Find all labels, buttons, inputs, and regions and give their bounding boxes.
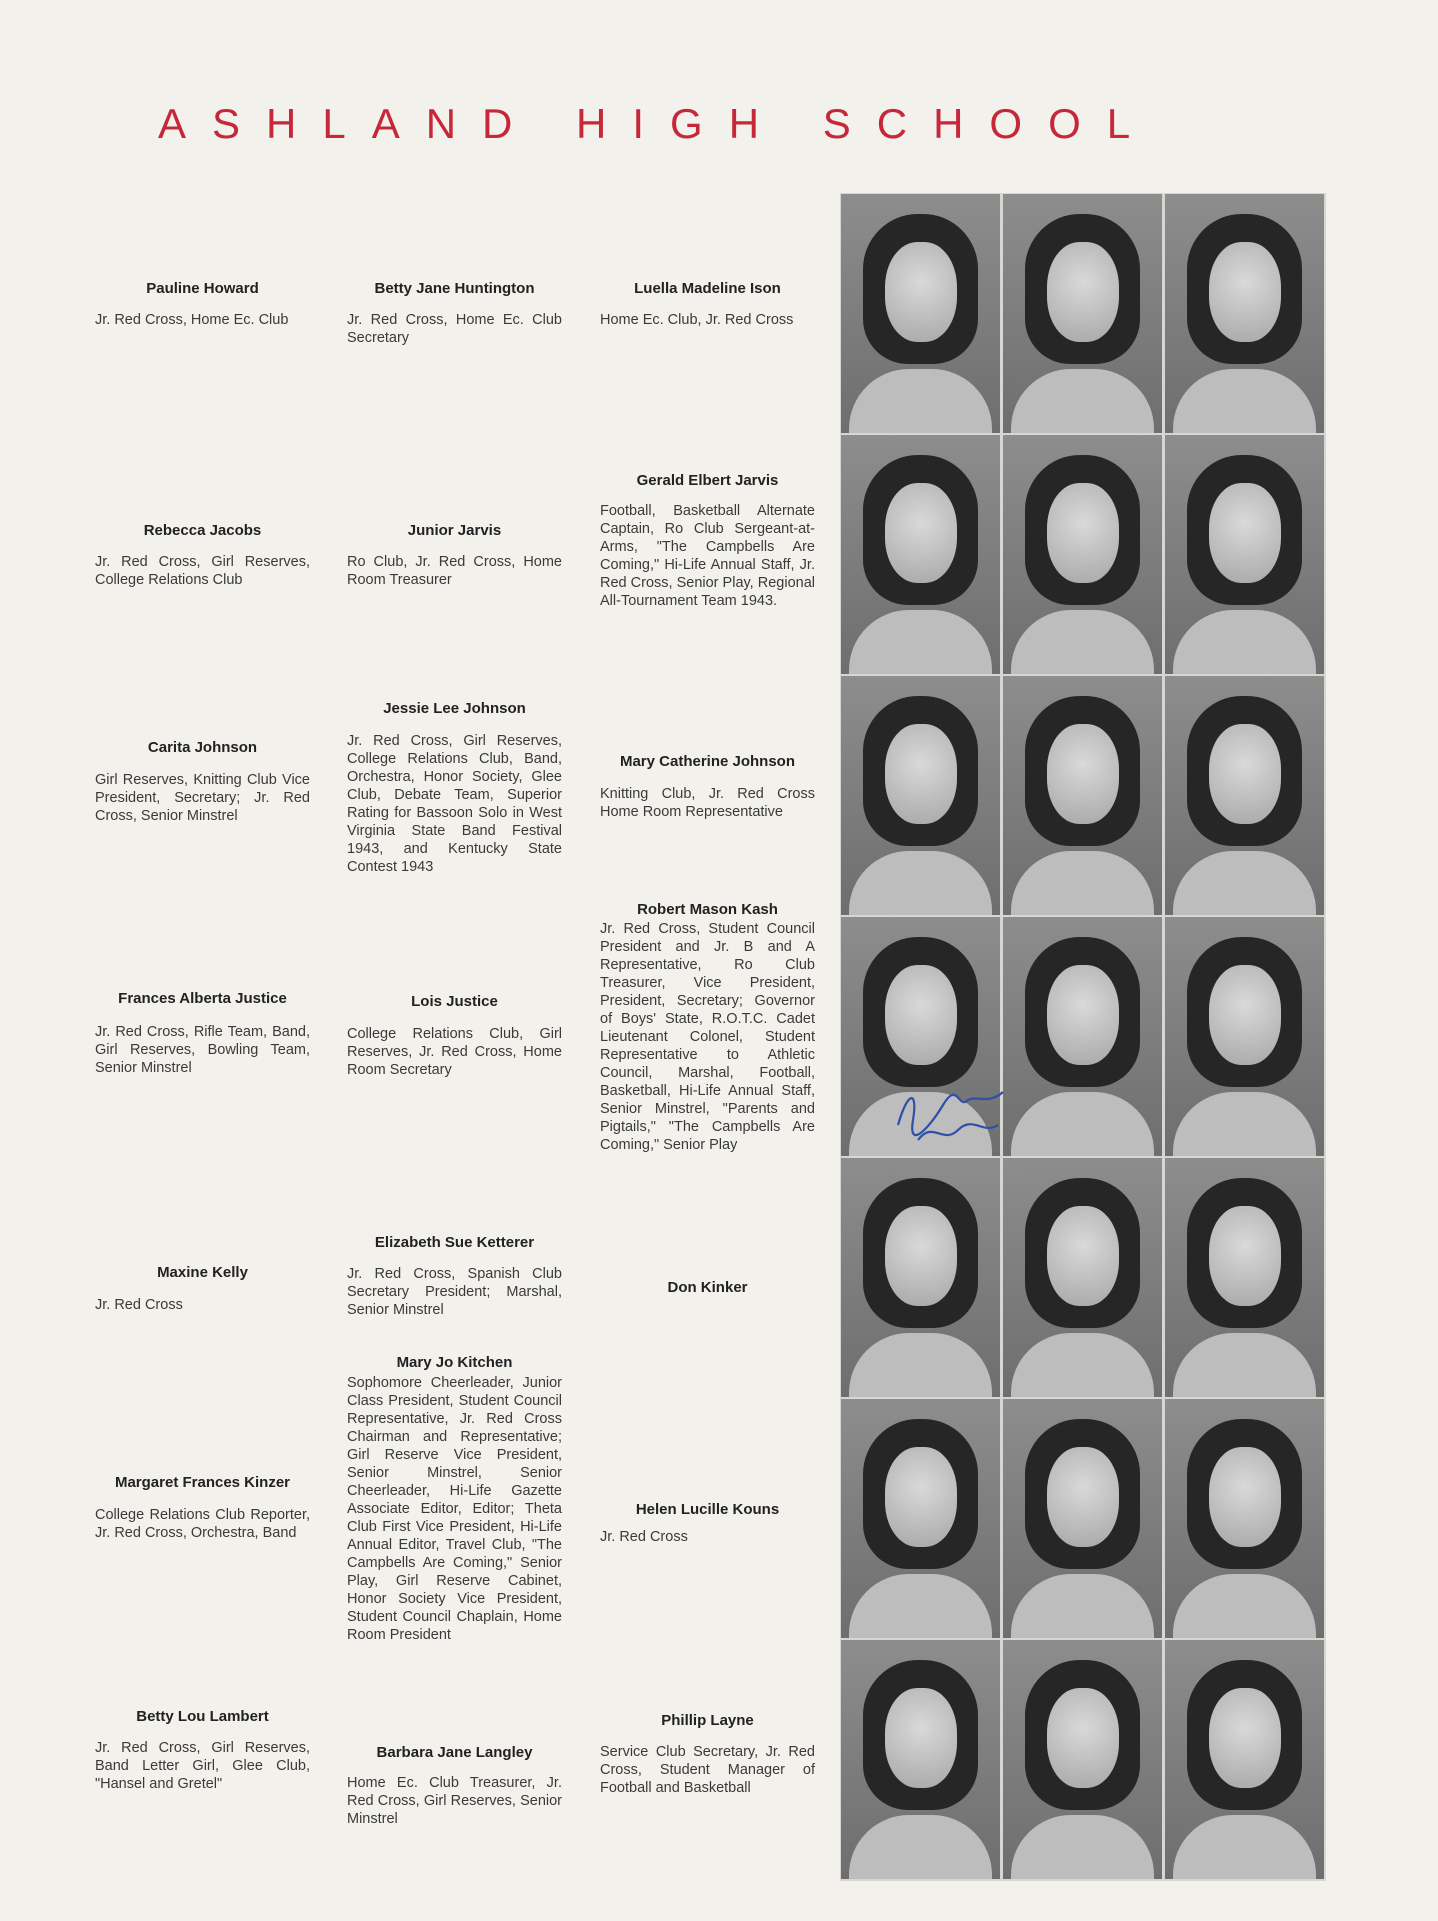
student-activities: College Relations Club Reporter, Jr. Red Cross, Orchestra, Band xyxy=(95,1507,310,1541)
student-activities: Jr. Red Cross, Spanish Club Secretary President; Marshal, Senior Minstrel xyxy=(347,1266,562,1318)
student-name: Gerald Elbert Jarvis xyxy=(636,472,779,489)
student-activities: Football, Basketball Alternate Captain, Ro Club Sergeant-at-Arms, "The Campbells Are Coming," Hi-Life Annual Staff, Jr. Red Cross, Senior Play, Regional All-Tournament Team 1943. xyxy=(600,503,815,609)
portrait-grid xyxy=(840,193,1326,1881)
student-activities: Jr. Red Cross, Rifle Team, Band, Girl Reserves, Bowling Team, Senior Minstrel xyxy=(95,1024,310,1076)
student-activities: Jr. Red Cross, Girl Reserves, College Relations Club, Band, Orchestra, Honor Society, Glee Club, Debate Team, Superior Rating for Bassoon Solo in West Virginia State Band Festival 1943, and Kentucky State Contest 1943 xyxy=(347,733,562,875)
student-name: Jessie Lee Johnson xyxy=(383,700,526,717)
student-portrait xyxy=(841,1158,1000,1397)
student-name: Margaret Frances Kinzer xyxy=(114,1474,291,1491)
student-name: Rebecca Jacobs xyxy=(143,522,262,539)
student-name: Mary Catherine Johnson xyxy=(619,753,796,770)
student-portrait xyxy=(841,1399,1000,1638)
student-portrait xyxy=(1003,1158,1162,1397)
student-portrait xyxy=(1003,917,1162,1156)
student-portrait xyxy=(1165,194,1324,433)
student-activities: Sophomore Cheerleader, Junior Class President, Student Council Representative, Jr. Red Cross Chairman and Representative; Girl Reserve Vice President, Senior Minstrel, Senior Cheerleader, Hi-Life Gazette Associate Editor, Editor; Theta Club First Vice President, Hi-Life Annual Editor, Travel Club, "The Campbells Are Coming," Senior Play, Girl Reserve Cabinet, Honor Society Vice President, Student Council Chaplain, Home Room President xyxy=(347,1375,562,1643)
student-name: Frances Alberta Justice xyxy=(118,990,287,1007)
student-portrait xyxy=(1165,1399,1324,1638)
student-activities: Knitting Club, Jr. Red Cross Home Room Representative xyxy=(600,786,815,820)
student-portrait xyxy=(1165,917,1324,1156)
student-name: Helen Lucille Kouns xyxy=(635,1501,780,1518)
student-name: Maxine Kelly xyxy=(157,1264,248,1281)
student-portrait xyxy=(1003,435,1162,674)
student-portrait xyxy=(1003,676,1162,915)
student-portrait xyxy=(1003,194,1162,433)
student-activities: Jr. Red Cross, Girl Reserves, College Relations Club xyxy=(95,554,310,588)
student-portrait xyxy=(841,435,1000,674)
student-name: Mary Jo Kitchen xyxy=(396,1354,513,1371)
student-name: Luella Madeline Ison xyxy=(634,280,781,297)
student-name: Lois Justice xyxy=(411,993,498,1010)
student-name: Carita Johnson xyxy=(147,739,258,756)
student-activities: Service Club Secretary, Jr. Red Cross, Student Manager of Football and Basketball xyxy=(600,1744,815,1796)
student-name: Barbara Jane Langley xyxy=(376,1744,533,1761)
student-name: Elizabeth Sue Ketterer xyxy=(374,1234,535,1251)
student-name: Phillip Layne xyxy=(661,1712,754,1729)
student-portrait xyxy=(1165,676,1324,915)
student-portrait xyxy=(1165,1640,1324,1879)
student-activities: Jr. Red Cross, Student Council President and Jr. B and A Representative, Ro Club Treasurer, Vice President, President, Secretary; Governor of Boys' State, R.O.T.C. Cadet Lieutenant Colonel, Student Representative to Athletic Council, Marshal, Football, Basketball, Hi-Life Annual Staff, Senior Minstrel, "Parents and Pigtails," "The Campbells Are Coming," Senior Play xyxy=(600,921,815,1153)
student-activities: Home Ec. Club Treasurer, Jr. Red Cross, Girl Reserves, Senior Minstrel xyxy=(347,1775,562,1827)
student-activities: Jr. Red Cross xyxy=(600,1529,688,1545)
student-portrait xyxy=(1165,435,1324,674)
student-name: Junior Jarvis xyxy=(407,522,502,539)
student-activities: College Relations Club, Girl Reserves, Jr. Red Cross, Home Room Secretary xyxy=(347,1026,562,1078)
student-portrait xyxy=(841,1640,1000,1879)
student-activities: Jr. Red Cross, Home Ec. Club xyxy=(95,312,289,328)
student-name: Don Kinker xyxy=(667,1279,748,1296)
student-activities: Ro Club, Jr. Red Cross, Home Room Treasurer xyxy=(347,554,562,588)
student-name: Betty Jane Huntington xyxy=(374,280,535,297)
page-title: ASHLAND HIGH SCHOOL xyxy=(158,100,1157,147)
student-activities: Jr. Red Cross xyxy=(95,1297,183,1313)
student-activities: Girl Reserves, Knitting Club Vice President, Secretary; Jr. Red Cross, Senior Minstrel xyxy=(95,772,310,824)
student-activities: Home Ec. Club, Jr. Red Cross xyxy=(600,312,794,328)
student-name: Robert Mason Kash xyxy=(637,901,778,918)
student-activities: Jr. Red Cross, Home Ec. Club Secretary xyxy=(347,312,562,346)
student-activities: Jr. Red Cross, Girl Reserves, Band Letter Girl, Glee Club, "Hansel and Gretel" xyxy=(95,1740,310,1792)
student-portrait xyxy=(1003,1640,1162,1879)
student-portrait xyxy=(841,676,1000,915)
student-portrait xyxy=(841,194,1000,433)
handwritten-signature xyxy=(888,1080,1018,1150)
student-name: Betty Lou Lambert xyxy=(136,1708,269,1725)
student-name: Pauline Howard xyxy=(146,280,259,297)
student-portrait xyxy=(1003,1399,1162,1638)
student-portrait xyxy=(1165,1158,1324,1397)
